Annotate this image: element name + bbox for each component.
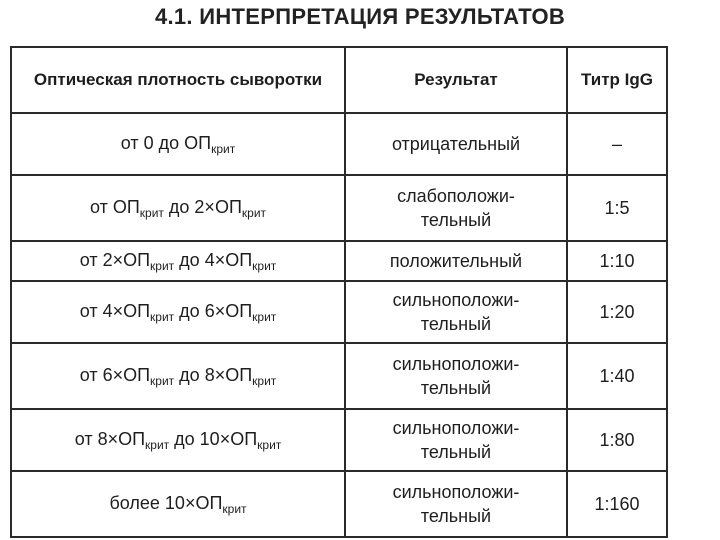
result-text: сильноположи- тельный (392, 290, 520, 334)
table-header-row (11, 47, 667, 113)
result-text: сильноположи- тельный (392, 482, 520, 526)
table-row (11, 241, 667, 281)
result-cell (345, 241, 567, 281)
subscript-krit: крит (252, 374, 277, 388)
table-row (11, 175, 667, 241)
range-text: от 8×ОП (74, 429, 146, 449)
subscript-krit: крит (150, 310, 175, 324)
range-text: от 0 до ОП (120, 133, 212, 153)
result-text: положительный (389, 251, 523, 271)
result-cell (345, 471, 567, 537)
result-text: слабоположи- тельный (397, 186, 515, 230)
range-text: до 8×ОП (174, 365, 253, 385)
titer-cell: 1:5 (567, 175, 667, 241)
titer-cell: 1:20 (567, 281, 667, 343)
titer-cell: 1:10 (567, 241, 667, 281)
titer-cell: 1:80 (567, 409, 667, 471)
range-text: до 10×ОП (169, 429, 258, 449)
page-title: 4.1. ИНТЕРПРЕТАЦИЯ РЕЗУЛЬТАТОВ (154, 4, 566, 29)
result-cell (345, 113, 567, 175)
optical-density-cell (11, 343, 345, 409)
table-row (11, 471, 667, 537)
subscript-krit: крит (150, 259, 175, 273)
range-text: до 6×ОП (174, 301, 253, 321)
result-cell (345, 281, 567, 343)
result-cell (345, 343, 567, 409)
titer-cell: 1:160 (567, 471, 667, 537)
subscript-krit: крит (241, 206, 267, 220)
subscript-krit: крит (139, 206, 164, 220)
optical-density-cell (11, 113, 345, 175)
header-titer: Титр IgG (567, 47, 667, 113)
table-row (11, 113, 667, 175)
range-text: от 2×ОП (79, 250, 151, 270)
result-text: сильноположи- тельный (392, 418, 520, 462)
result-cell (345, 409, 567, 471)
subscript-krit: крит (257, 438, 282, 452)
optical-density-cell (11, 471, 345, 537)
range-text: до 4×ОП (174, 250, 253, 270)
optical-density-cell (11, 241, 345, 281)
table-row (11, 343, 667, 409)
header-optical-density: Оптическая плотность сыворотки (11, 47, 345, 113)
results-table (10, 46, 668, 538)
table-row (11, 281, 667, 343)
subscript-krit: крит (150, 374, 175, 388)
optical-density-cell (11, 281, 345, 343)
subscript-krit: крит (145, 438, 170, 452)
subscript-krit: крит (211, 142, 236, 156)
result-text: сильноположи- тельный (392, 354, 520, 398)
optical-density-cell (11, 409, 345, 471)
subscript-krit: крит (252, 310, 277, 324)
range-text: более 10×ОП (109, 493, 223, 513)
optical-density-cell (11, 175, 345, 241)
table-row (11, 409, 667, 471)
titer-cell: – (567, 113, 667, 175)
result-text: отрицательный (391, 134, 521, 154)
range-text: до 2×ОП (163, 197, 242, 217)
range-text: от ОП (89, 197, 140, 217)
titer-cell: 1:40 (567, 343, 667, 409)
subscript-krit: крит (252, 259, 277, 273)
header-result: Результат (345, 47, 567, 113)
result-cell (345, 175, 567, 241)
range-text: от 6×ОП (79, 365, 151, 385)
subscript-krit: крит (222, 502, 247, 516)
range-text: от 4×ОП (79, 301, 151, 321)
